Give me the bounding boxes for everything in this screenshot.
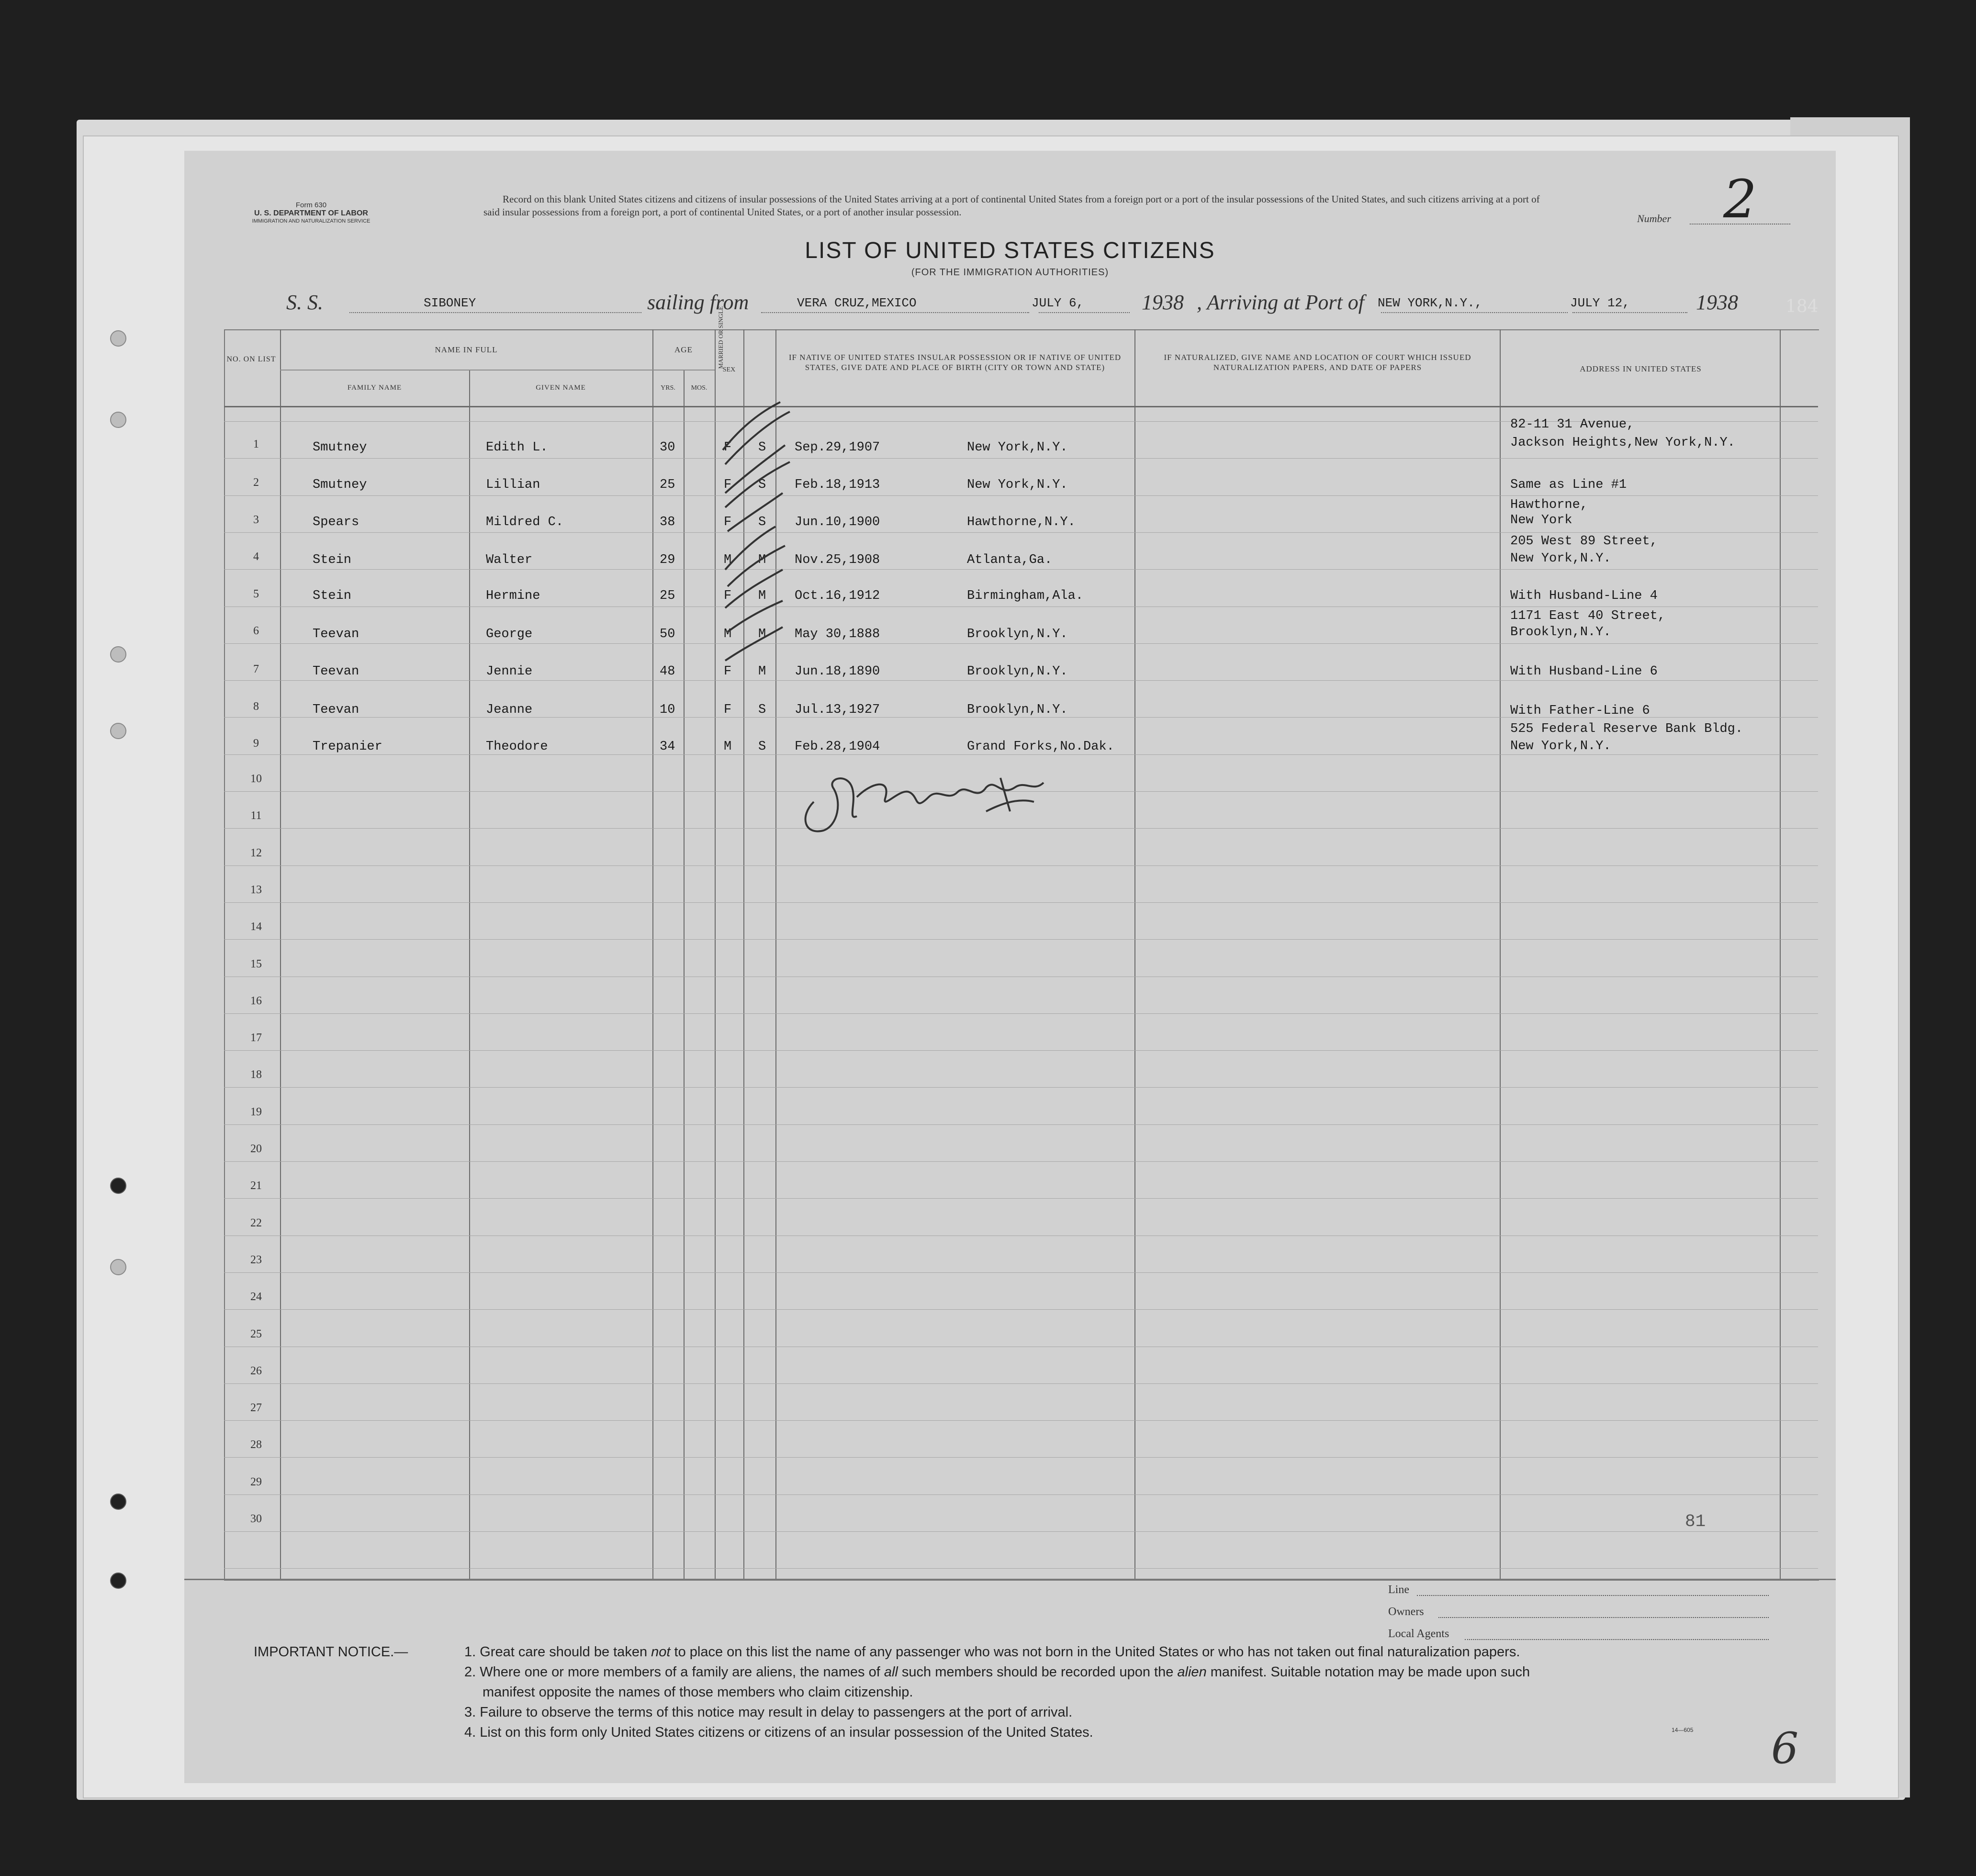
sex: F	[724, 703, 732, 717]
ship-name: SIBONEY	[424, 296, 476, 310]
birth-date: Feb.18,1913	[795, 478, 880, 492]
row-number: 21	[250, 1180, 262, 1192]
row-rule	[224, 1087, 1818, 1088]
address-line-1: Hawthorne,	[1510, 498, 1588, 512]
sex: F	[724, 589, 732, 603]
local-agents-field	[1465, 1639, 1769, 1640]
row-number: 4	[253, 550, 259, 563]
family-name: Stein	[313, 553, 352, 567]
row-rule	[224, 1124, 1818, 1125]
notice-1b: to place on this list the name of any passenger who was not born in the United States or who has not taken out final naturalization papers.	[670, 1644, 1520, 1660]
page-subtitle: (FOR THE IMMIGRATION AUTHORITIES)	[911, 267, 1109, 278]
notice-2-emphasis-all: all	[884, 1664, 898, 1680]
form-number-block	[232, 201, 390, 225]
birth-place: New York,N.Y.	[967, 440, 1068, 455]
col-divider	[469, 370, 470, 1579]
important-notice	[254, 1642, 1795, 1742]
check-mark	[725, 527, 775, 570]
row-number: 11	[250, 809, 262, 822]
check-mark	[725, 627, 783, 661]
age-years: 29	[660, 553, 675, 567]
row-number: 5	[253, 588, 259, 600]
row-rule	[224, 1457, 1818, 1458]
check-mark	[728, 546, 785, 586]
row-number: 10	[250, 773, 262, 785]
depart-year: 1938	[1142, 291, 1184, 314]
notice-item-3: 3. Failure to observe the terms of this notice may result in delay to passengers at the port of arrival.	[464, 1705, 1073, 1720]
birth-place: Birmingham,Ala.	[967, 589, 1084, 603]
row-number: 2	[253, 476, 259, 489]
row-rule	[224, 1494, 1818, 1495]
row-rule	[224, 1383, 1818, 1384]
sex: F	[724, 440, 732, 455]
owners-label: Owners	[1388, 1606, 1424, 1618]
row-number: 27	[250, 1402, 262, 1414]
check-mark	[725, 570, 783, 608]
age-years: 10	[660, 703, 675, 717]
row-number: 8	[253, 700, 259, 713]
arrive-port: NEW YORK,N.Y.,	[1378, 296, 1482, 310]
print-code: 14—605	[1672, 1727, 1694, 1733]
arrive-date: JULY 12,	[1570, 296, 1630, 310]
notice-2-emphasis-alien: alien	[1177, 1664, 1207, 1680]
binder-hole	[110, 1178, 126, 1194]
header-address: ADDRESS IN UNITED STATES	[1580, 364, 1702, 373]
check-mark	[725, 412, 790, 464]
arrive-year: 1938	[1696, 291, 1738, 314]
row-rule	[224, 902, 1818, 903]
notice-item-1	[464, 1642, 1795, 1662]
marital-status: M	[758, 553, 766, 567]
given-name: Edith L.	[486, 440, 548, 455]
sailing-label: sailing from	[647, 291, 749, 314]
marital-status: S	[758, 440, 766, 455]
family-name: Teevan	[313, 627, 359, 641]
age-years: 30	[660, 440, 675, 455]
row-rule	[224, 1420, 1818, 1421]
local-agents-label: Local Agents	[1388, 1628, 1449, 1640]
address-line-1: With Husband-Line 6	[1510, 664, 1658, 679]
row-number: 6	[253, 625, 259, 637]
row-number: 19	[250, 1106, 262, 1118]
address-line-1: 82-11 31 Avenue,	[1510, 417, 1635, 432]
header-age: AGE	[674, 345, 693, 354]
number-value: 2	[1723, 169, 1757, 230]
header-given-name: GIVEN NAME	[536, 384, 586, 392]
row-number: 1	[253, 438, 259, 450]
row-number: 24	[250, 1291, 262, 1303]
row-rule	[224, 1531, 1818, 1532]
row-number: 29	[250, 1476, 262, 1488]
binder-hole	[110, 646, 126, 663]
family-name: Teevan	[313, 664, 359, 679]
birth-place: Brooklyn,N.Y.	[967, 664, 1068, 679]
header-name-in-full: NAME IN FULL	[435, 345, 498, 354]
marital-status: M	[758, 664, 766, 679]
line-label: Line	[1388, 1584, 1409, 1596]
row-number: 14	[250, 921, 262, 933]
marital-status: S	[758, 515, 766, 529]
row-rule	[224, 495, 1818, 496]
binder-hole	[110, 1259, 126, 1275]
service: IMMIGRATION AND NATURALIZATION SERVICE	[252, 218, 370, 224]
depart-date: JULY 6,	[1032, 296, 1084, 310]
birth-place: Grand Forks,No.Dak.	[967, 740, 1114, 754]
row-rule	[224, 458, 1818, 459]
notice-heading: IMPORTANT NOTICE.—	[254, 1644, 408, 1660]
birth-date: Feb.28,1904	[795, 740, 880, 754]
address-line-2: New York,N.Y.	[1510, 739, 1611, 753]
row-number: 22	[250, 1217, 262, 1229]
address-line-1: Same as Line #1	[1510, 478, 1627, 492]
binder-hole	[110, 1494, 126, 1510]
binder-hole	[110, 412, 126, 428]
row-number: 15	[250, 958, 262, 970]
header-divider	[652, 370, 715, 371]
family-name: Smutney	[313, 478, 367, 492]
header-bottom	[224, 406, 1818, 407]
given-name: Jennie	[486, 664, 533, 679]
row-number: 9	[253, 737, 259, 750]
row-number: 26	[250, 1365, 262, 1377]
row-number: 20	[250, 1143, 262, 1155]
check-mark	[728, 601, 783, 632]
ss-label: S. S.	[286, 291, 323, 314]
notice-2c: manifest. Suitable notation may be made upon such	[1206, 1664, 1530, 1680]
birth-place: Atlanta,Ga.	[967, 553, 1053, 567]
address-line-1: With Husband-Line 4	[1510, 589, 1658, 603]
address-line-1: 1171 East 40 Street,	[1510, 609, 1666, 623]
marital-status: S	[758, 478, 766, 492]
row-rule	[224, 1198, 1818, 1199]
given-name: Jeanne	[486, 703, 533, 717]
family-name: Stein	[313, 589, 352, 603]
sex: F	[724, 478, 732, 492]
marital-status: M	[758, 627, 766, 641]
header-birth: IF NATIVE OF UNITED STATES INSULAR POSSESSION OR IF NATIVE OF UNITED STATES, GIVE DATE AND PLACE OF BIRTH (CITY OR TOWN AND STATE)	[788, 353, 1122, 372]
family-name: Spears	[313, 515, 359, 529]
row-number: 17	[250, 1032, 262, 1044]
birth-date: Sep.29,1907	[795, 440, 880, 455]
col-divider	[280, 329, 281, 1579]
row-rule	[224, 1568, 1818, 1569]
sex: M	[724, 553, 732, 567]
row-rule	[224, 680, 1818, 681]
ship-line	[349, 312, 641, 313]
row-number: 25	[250, 1328, 262, 1340]
binder-hole	[110, 330, 126, 347]
check-marks	[680, 383, 804, 708]
birth-date: Oct.16,1912	[795, 589, 880, 603]
col-divider	[652, 329, 653, 1579]
col-divider	[1780, 329, 1781, 1579]
birth-place: Hawthorne,N.Y.	[967, 515, 1076, 529]
arrive-port-line	[1381, 312, 1568, 313]
header-married-single: MARRIED OR SINGLE	[717, 306, 724, 369]
address-line-2: Jackson Heights,New York,N.Y.	[1510, 436, 1735, 450]
given-name: George	[486, 627, 533, 641]
arrive-date-line	[1572, 312, 1687, 313]
check-mark	[723, 402, 780, 450]
address-line-1: With Father-Line 6	[1510, 704, 1650, 718]
inspector-signature	[795, 759, 1063, 840]
row-rule	[224, 1161, 1818, 1162]
row-number: 23	[250, 1254, 262, 1266]
row-rule	[224, 865, 1818, 866]
address-line-2: New York,N.Y.	[1510, 551, 1611, 566]
header-no-on-list: NO. ON LIST	[226, 355, 276, 363]
row-rule	[224, 939, 1818, 940]
given-name: Hermine	[486, 589, 540, 603]
row-number: 13	[250, 884, 262, 896]
marital-status: M	[758, 589, 766, 603]
header-family-name: FAMILY NAME	[347, 384, 402, 392]
notice-2b: such members should be recorded upon the	[898, 1664, 1178, 1680]
arriving-label: , Arriving at Port of	[1197, 291, 1364, 314]
binder-hole	[110, 1573, 126, 1589]
row-number: 7	[253, 663, 259, 675]
age-years: 38	[660, 515, 675, 529]
given-name: Walter	[486, 553, 533, 567]
row-number: 16	[250, 995, 262, 1007]
row-number: 12	[250, 847, 262, 859]
form-number: Form 630	[295, 201, 327, 209]
birth-date: Jun.18,1890	[795, 664, 880, 679]
notice-1-emphasis: not	[651, 1644, 671, 1660]
stamp-number: 81	[1685, 1512, 1706, 1531]
line-field	[1417, 1595, 1769, 1596]
header-divider	[280, 370, 652, 371]
birth-place: Brooklyn,N.Y.	[967, 627, 1068, 641]
row-rule	[224, 754, 1818, 755]
family-name: Smutney	[313, 440, 367, 455]
col-divider	[1134, 329, 1135, 1579]
address-line-2: Brooklyn,N.Y.	[1510, 625, 1611, 640]
address-line-1: 525 Federal Reserve Bank Bldg.	[1510, 722, 1743, 736]
sex: M	[724, 627, 732, 641]
given-name: Lillian	[486, 478, 540, 492]
from-line	[761, 312, 1029, 313]
page-number: 184	[1785, 297, 1819, 316]
row-rule	[224, 569, 1818, 570]
sex: M	[724, 740, 732, 754]
department: U. S. DEPARTMENT OF LABOR	[254, 209, 368, 217]
header-mos: MOS.	[691, 384, 707, 392]
family-name: Trepanier	[313, 740, 382, 754]
family-name: Teevan	[313, 703, 359, 717]
notice-item-2-cont: manifest opposite the names of those members who claim citizenship.	[483, 1685, 913, 1700]
address-line-1: 205 West 89 Street,	[1510, 534, 1658, 549]
age-years: 25	[660, 589, 675, 603]
row-rule	[224, 532, 1818, 533]
marital-status: S	[758, 703, 766, 717]
col-divider	[1500, 329, 1501, 1579]
header-yrs: YRS.	[661, 384, 675, 392]
address-line-2: New York	[1510, 513, 1572, 528]
sex: F	[724, 664, 732, 679]
given-name: Theodore	[486, 740, 548, 754]
row-number: 28	[250, 1438, 262, 1451]
row-number: 30	[250, 1513, 262, 1525]
from-port: VERA CRUZ,MEXICO	[797, 296, 917, 310]
number-label: Number	[1637, 213, 1671, 225]
birth-place: Brooklyn,N.Y.	[967, 703, 1068, 717]
row-rule	[224, 1272, 1818, 1273]
page-title: LIST OF UNITED STATES CITIZENS	[805, 238, 1215, 263]
binder-hole	[110, 723, 126, 739]
table-bottom	[184, 1579, 1836, 1580]
birth-date: Jun.10,1900	[795, 515, 880, 529]
sex: F	[724, 515, 732, 529]
header-sex: SEX	[722, 366, 736, 373]
age-years: 25	[660, 478, 675, 492]
given-name: Mildred C.	[486, 515, 564, 529]
corner-mark: 6	[1771, 1723, 1799, 1774]
notice-item-4: 4. List on this form only United States citizens or citizens of an insular possession of the United States.	[464, 1725, 1093, 1740]
notice-item-2	[464, 1662, 1795, 1682]
owners-field	[1438, 1617, 1769, 1618]
birth-date: Jul.13,1927	[795, 703, 880, 717]
intro-instructions: Record on this blank United States citizens and citizens of insular possessions of the United States arriving at a port of continental United States from a foreign port or a port of the insular possessions of the United States, and such citizens arriving at a port of said insular possessions from a foreign port, a port of continental United States, or a port of another insular possession.	[483, 193, 1540, 218]
age-years: 48	[660, 664, 675, 679]
depart-date-line	[1039, 312, 1130, 313]
marital-status: S	[758, 740, 766, 754]
row-rule	[224, 643, 1818, 644]
row-rule	[224, 1013, 1818, 1014]
row-rule	[224, 1050, 1818, 1051]
row-number: 3	[253, 514, 259, 526]
age-years: 34	[660, 740, 675, 754]
row-number: 18	[250, 1068, 262, 1081]
birth-place: New York,N.Y.	[967, 478, 1068, 492]
row-rule	[224, 1309, 1818, 1310]
header-naturalized: IF NATURALIZED, GIVE NAME AND LOCATION OF COURT WHICH ISSUED NATURALIZATION PAPERS, AND DATE OF PAPERS	[1164, 353, 1471, 372]
age-years: 50	[660, 627, 675, 641]
birth-date: Nov.25,1908	[795, 553, 880, 567]
notice-1a: 1. Great care should be taken	[464, 1644, 651, 1660]
birth-date: May 30,1888	[795, 627, 880, 641]
notice-2a: 2. Where one or more members of a family are aliens, the names of	[464, 1664, 884, 1680]
